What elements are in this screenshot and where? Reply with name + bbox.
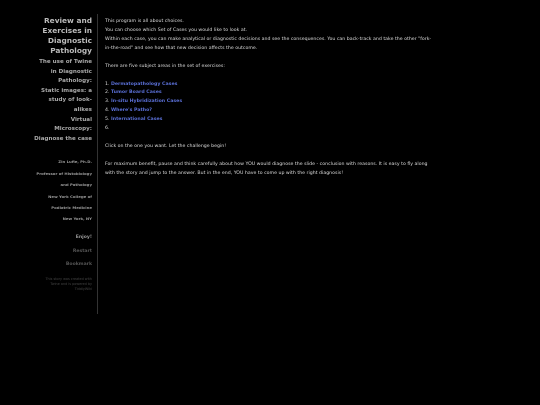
- restart-link[interactable]: Restart: [72, 248, 92, 254]
- subtitle-line: Virtual: [70, 116, 92, 123]
- author-line: and Pathology: [60, 182, 92, 188]
- site-title-line: Diagnostic: [47, 36, 92, 45]
- spacer: [105, 54, 460, 63]
- author-line: Podiatric Medicine: [51, 204, 92, 210]
- case-list: [105, 81, 460, 134]
- subtitle-line: alikes: [73, 106, 92, 113]
- spacer: [105, 72, 460, 81]
- intro-line: in-the-road" and see how that new decision affects the outcome.: [105, 45, 258, 51]
- case-item: [105, 81, 460, 90]
- case-item: [105, 98, 460, 107]
- author-block: [30, 156, 92, 224]
- case-item: [105, 116, 460, 125]
- sidebar: [30, 16, 92, 292]
- author-line: New York, NY: [62, 216, 92, 222]
- site-title-line: Exercises in: [42, 26, 92, 35]
- click-prompt: Click on the one you want. Let the challenge begin!: [105, 143, 227, 149]
- site-title-line: Review and: [43, 16, 92, 25]
- case-number: 3.: [105, 99, 110, 105]
- enjoy-text: Enjoy!: [75, 234, 92, 240]
- intro-line: This program is all about choices.: [105, 19, 184, 24]
- case-number: 6.: [105, 126, 110, 132]
- subtitle-line: The use of Twine: [39, 59, 92, 65]
- author-line: New York College of: [48, 193, 92, 199]
- case-item: [105, 125, 460, 134]
- case-link-tumor-board[interactable]: Tumor Board Cases: [110, 90, 162, 96]
- case-number: 1.: [105, 81, 110, 87]
- credit-line: Twine and is powered by: [50, 281, 92, 286]
- subtitle-line: Microscopy:: [54, 126, 92, 133]
- spacer: [105, 152, 460, 161]
- advice-line: with the story and jump to the answer. But in the end, YOU have to come up with the right diagnosis!: [105, 170, 344, 176]
- case-number: 5.: [105, 117, 110, 123]
- story-subtitle: [30, 58, 92, 144]
- subtitle-line: in Diagnostic: [50, 68, 92, 75]
- intro-line: Within each case, you can make analytical or diagnostic decisions and see the consequences. You can back-track and take the other "fork-: [105, 36, 432, 42]
- advice-line: For maximum benefit, pause and think carefully about how YOU would diagnose the slide - conclusion with reasons. It is easy to fly along: [105, 161, 428, 167]
- author-line: Zin Lufie, Ph.D.: [58, 159, 92, 165]
- author-line: Professor of Histobiology: [36, 170, 92, 176]
- credit-text: [30, 277, 92, 292]
- subtitle-line: Diagnose the case: [34, 135, 92, 142]
- passage-content: [105, 18, 460, 179]
- intro-line: You can choose which Set of Cases you would like to look at.: [105, 27, 248, 33]
- credit-line[interactable]: TiddlyWiki: [74, 286, 92, 291]
- site-title[interactable]: [30, 16, 92, 56]
- case-number: 4.: [105, 108, 110, 114]
- case-link-in-situ[interactable]: In-situ Hybridization Cases: [110, 99, 183, 105]
- subtitle-line: Pathology:: [58, 78, 92, 85]
- case-item: [105, 89, 460, 98]
- case-link-international[interactable]: International Cases: [110, 117, 163, 123]
- sidebar-divider: [97, 14, 98, 314]
- spacer: [105, 134, 460, 143]
- subject-intro: There are five subject areas in the set of exercises:: [105, 63, 225, 69]
- case-link-wheres-patho[interactable]: Where's Patho?: [110, 108, 153, 114]
- case-item: [105, 107, 460, 116]
- credit-line: This story was created with: [45, 276, 92, 281]
- subtitle-line: study of look-: [48, 97, 92, 104]
- bookmark-link[interactable]: Bookmark: [65, 261, 92, 267]
- subtitle-line: Static images: a: [41, 87, 92, 94]
- case-number: 2.: [105, 90, 110, 96]
- site-title-line: Pathology: [50, 46, 92, 55]
- case-link-dermatopathology[interactable]: Dermatopathology Cases: [110, 81, 178, 87]
